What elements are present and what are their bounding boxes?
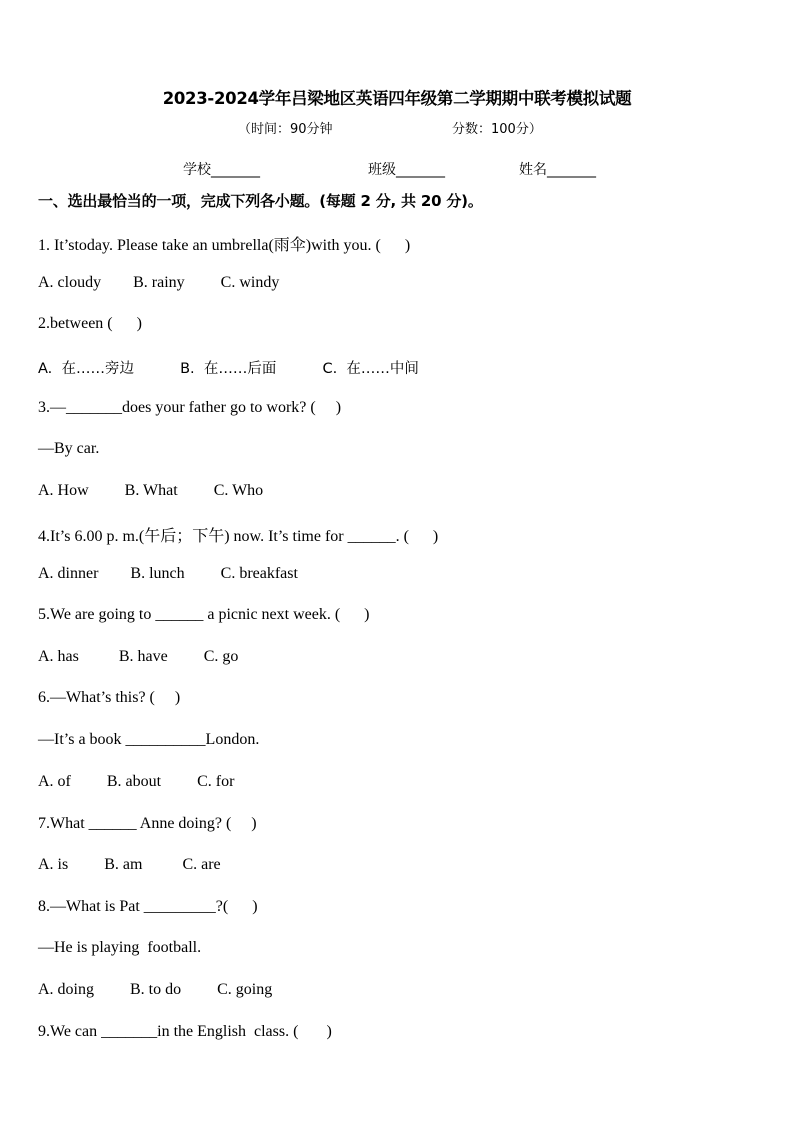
exam-score: 分数：100分） (452, 122, 542, 137)
question-8-options: A. doing B. to do C. going (38, 981, 273, 998)
question-3-reply: —By car. (38, 440, 100, 457)
question-7-options: A. is B. am C. are (38, 856, 221, 873)
question-3-options: A. How B. What C. Who (38, 482, 264, 499)
question-2-options: A. 在……旁边 B. 在……后面 C. 在……中间 (38, 361, 419, 377)
exam-title: 2023-2024学年吕梁地区英语四年级第二学期期中联考模拟试题 (162, 89, 632, 108)
question-6-stem: 6.—What’s this? ( ) (38, 689, 181, 706)
question-1-stem: 1. It’stoday. Please take an umbrella(雨伞)with you. ( ) (38, 237, 411, 254)
school-field: 学校_______ (183, 162, 260, 178)
question-8-stem: 8.—What is Pat _________?( ) (38, 898, 258, 915)
question-4-stem: 4.It’s 6.00 p. m.(午后；下午) now. It’s time for ______. ( ) (38, 528, 439, 545)
question-8-reply: —He is playing football. (38, 939, 202, 956)
exam-time: （时间：90分钟 (238, 122, 333, 137)
question-5-options: A. has B. have C. go (38, 648, 239, 665)
question-6-reply: —It’s a book __________London. (38, 731, 260, 748)
question-4-options: A. dinner B. lunch C. breakfast (38, 565, 298, 582)
class-field: 班级_______ (368, 162, 445, 178)
question-2-stem: 2.between ( ) (38, 315, 142, 332)
name-field: 姓名_______ (519, 162, 596, 178)
question-6-options: A. of B. about C. for (38, 773, 235, 790)
question-5-stem: 5.We are going to ______ a picnic next week. ( ) (38, 606, 370, 623)
question-3-stem: 3.—_______does your father go to work? ( ) (38, 399, 342, 416)
question-1-options: A. cloudy B. rainy C. windy (38, 274, 280, 291)
section-title: 一、选出最恰当的一项，完成下列各小题。(每题 2 分, 共 20 分)。 (38, 192, 483, 210)
question-7-stem: 7.What ______ Anne doing? ( ) (38, 815, 257, 832)
question-9-stem: 9.We can _______in the English class. ( ) (38, 1023, 332, 1040)
